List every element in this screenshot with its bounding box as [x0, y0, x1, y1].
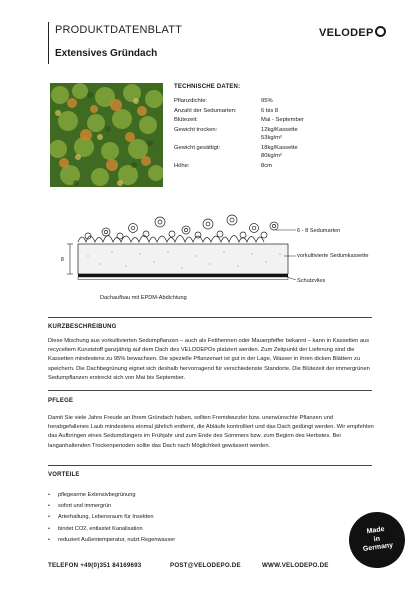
tech-label: Blütezeit: [174, 117, 198, 124]
diagram-caption: Dachaufbau mit EPDM-Abdichtung [100, 295, 187, 301]
short-description-text: Diese Mischung aus vorkultivierten Sedumpflanzen – auch als Fetthennen oder Mauerpfeffer bekannt – kann in Kassetten aus recyceltem Kunststoff ganzjährig auf dem Dach des VELODEPOs platziert werden. Zum Zeitpunkt der Lieferung sind die Kassetten mindestens zu 95% bewachsen. Die spezielle Pflanzenart ist gut in der Lage, Wasser in ihren dicken Blättern zu speichern. Die Dachbegrünung eignet sich deshalb hervorragend für verschiedenste Standorte. Die Blütezeit der immergrünen Sedumpflanzen erstreckt sich von Mai bis September. [48, 338, 370, 381]
substrate-layer [78, 244, 288, 274]
made-in-germany-badge [345, 508, 408, 571]
section-divider [48, 390, 372, 391]
brand-logo [319, 26, 386, 39]
footer-email[interactable]: POST@VELODEPO.DE [170, 562, 241, 569]
tech-label: Pflanzdichte: [174, 98, 208, 104]
tech-label [174, 152, 261, 160]
tech-row [174, 162, 341, 170]
logo-ring-icon [375, 26, 386, 37]
tech-value: Mai - September [261, 117, 304, 124]
header-divider [48, 22, 49, 64]
benefits-list [48, 490, 175, 546]
tech-row [174, 134, 341, 142]
badge-line: Made [366, 526, 386, 536]
tech-value: 18kg/Kassette [261, 144, 298, 151]
tech-value: 95% [261, 98, 273, 104]
benefits-heading: VORTEILE [48, 472, 80, 478]
tech-row [174, 116, 341, 124]
product-photo [50, 83, 163, 187]
tech-label [174, 134, 261, 142]
footer-website[interactable]: WWW.VELODEPO.DE [262, 562, 329, 569]
section-divider [48, 465, 372, 466]
list-item: • bindet CO2, entlastet Kanalisation [48, 524, 175, 535]
tech-value: 12kg/Kassette [261, 126, 298, 133]
tech-label: Gewicht trocken: [174, 126, 218, 133]
tech-row [174, 144, 341, 152]
dimension-label: 8 [61, 257, 64, 263]
badge-line: in [373, 535, 381, 544]
section-divider [48, 317, 372, 318]
document-type: PRODUKTDATENBLATT [55, 24, 183, 36]
roof-buildup-diagram [48, 208, 298, 298]
technical-data-table [174, 97, 341, 170]
badge-line: Germany [362, 542, 394, 554]
page-title: Extensives Gründach [55, 48, 158, 59]
list-item: • sofort und immergrün [48, 501, 175, 512]
diagram-label-plants: 6 - 8 Sedumarten [297, 228, 341, 234]
tech-row [174, 97, 341, 105]
tech-row [174, 152, 341, 160]
tech-label: Gewicht gesättigt: [174, 144, 221, 151]
diagram-label-cassette: vorkultivierte Sedumkassette [297, 253, 369, 259]
care-heading: PFLEGE [48, 398, 74, 404]
tech-row [174, 107, 341, 115]
list-item: • pflegearme Extensivbegrünung [48, 490, 175, 501]
sedum-plants-drawing [78, 215, 278, 242]
tech-row [174, 126, 341, 134]
fleece-layer [78, 274, 288, 277]
list-item: • Arterhaltung, Lebensraum für Insekten [48, 512, 175, 523]
tech-value: 6 bis 8 [261, 107, 279, 114]
tech-value: 80kg/m² [261, 153, 282, 160]
list-item: • reduziert Außentemperatur, nutzt Regenwasser [48, 535, 175, 546]
short-description-heading: KURZBESCHREIBUNG [48, 324, 117, 330]
logo-text: VELODEP [319, 27, 374, 39]
tech-value: 53kg/m² [261, 135, 282, 142]
tech-value: 8cm [261, 162, 272, 169]
tech-label: Anzahl der Sedumarten: [174, 107, 237, 114]
technical-data-heading: TECHNISCHE DATEN: [174, 84, 241, 90]
diagram-label-fleece: Schutzvlies [297, 278, 326, 284]
care-text: Damit Sie viele Jahre Freude an Ihrem Gründach haben, sollten Fremdwurzler bzw. unerwünschte Pflanzen und herabgefallenes Laub mindestens einmal jährlich entfernt, die Abläufe kontrolliert und das Dach gedüngt werden. Wir empfehlen das Aufbringen eines Sedumdüngers im Frühjahr und zum Ende des Sommers bzw. zum Beginn des Herbstes. Bei langanhaltenden Trockenperioden sollte das Dach nach Möglichkeit gewässert werden. [48, 415, 374, 449]
tech-label: Höhe: [174, 162, 190, 169]
footer-phone[interactable]: TELEFON +49(0)351 84169693 [48, 562, 142, 569]
